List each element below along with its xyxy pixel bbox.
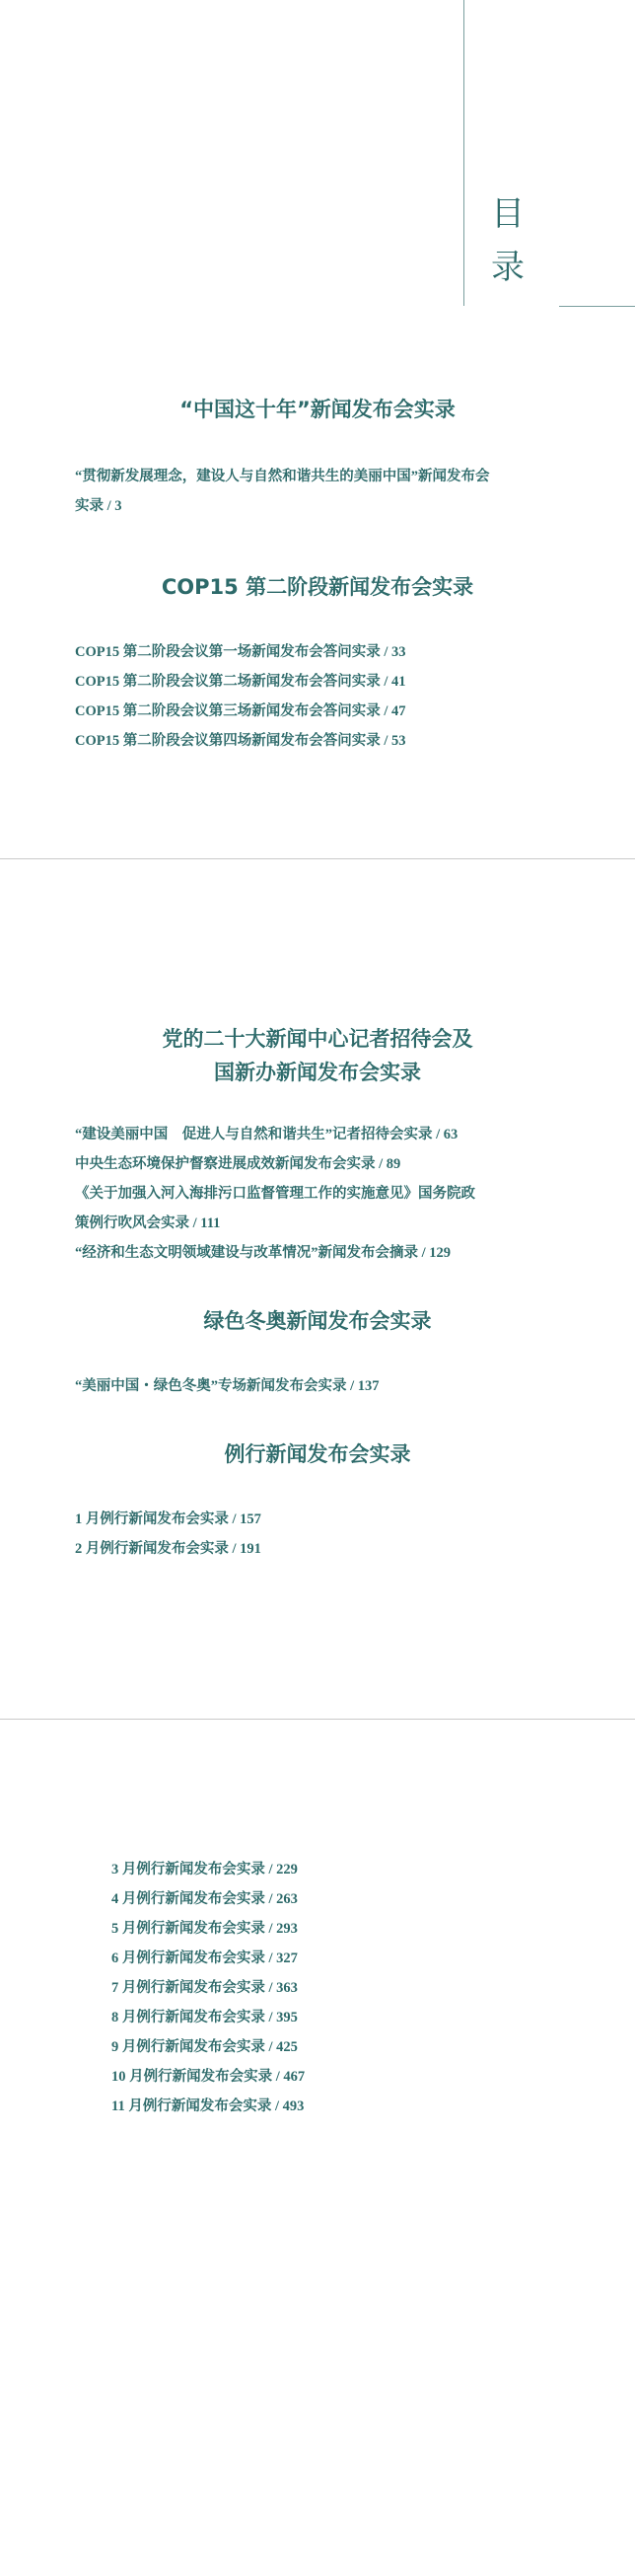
toc-entry[interactable]: 实录 / 3 [75,498,122,514]
toc-entry[interactable]: 5 月例行新闻发布会实录 / 293 [111,1921,298,1937]
toc-entry[interactable]: 2 月例行新闻发布会实录 / 191 [75,1541,261,1557]
toc-entry[interactable]: 9 月例行新闻发布会实录 / 425 [111,2039,298,2055]
toc-entry[interactable]: “美丽中国・绿色冬奥”专场新闻发布会实录 / 137 [75,1378,380,1394]
toc-entry[interactable]: 10 月例行新闻发布会实录 / 467 [111,2069,306,2085]
section-title-party-congress-line-1: 党的二十大新闻中心记者招待会及 [162,1027,473,1051]
toc-entry[interactable]: COP15 第二阶段会议第三场新闻发布会答问实录 / 47 [75,703,406,719]
toc-entry[interactable]: 《关于加强入河入海排污口监督管理工作的实施意见》国务院政 [75,1186,475,1202]
section-title-cop15: COP15 第二阶段新闻发布会实录 [161,575,474,599]
toc-entry[interactable]: COP15 第二阶段会议第一场新闻发布会答问实录 / 33 [75,644,406,660]
toc-entry[interactable]: 6 月例行新闻发布会实录 / 327 [111,1950,298,1966]
toc-entry[interactable]: 中央生态环境保护督察进展成效新闻发布会实录 / 89 [75,1156,401,1172]
toc-heading-char-2: 录 [491,248,525,287]
toc-page-1 [0,0,635,858]
toc-heading [491,187,525,294]
toc-entry[interactable]: COP15 第二阶段会议第四场新闻发布会答问实录 / 53 [75,733,406,749]
toc-entry[interactable]: 7 月例行新闻发布会实录 / 363 [111,1980,298,1996]
toc-entry[interactable]: “贯彻新发展理念，建设人与自然和谐共生的美丽中国”新闻发布会 [75,469,490,484]
toc-heading-char-1: 目 [491,194,525,234]
section-title-china-decade: “中国这十年”新闻发布会实录 [179,398,456,421]
toc-entry[interactable]: 3 月例行新闻发布会实录 / 229 [111,1862,298,1877]
toc-page-3 [0,1721,635,2576]
toc-page-2 [0,860,635,1719]
section-title-green-olympics: 绿色冬奥新闻发布会实录 [203,1309,432,1333]
decorative-vertical-rule [463,0,464,306]
toc-entry[interactable]: 1 月例行新闻发布会实录 / 157 [75,1511,261,1527]
toc-entry[interactable]: “建设美丽中国 促进人与自然和谐共生”记者招待会实录 / 63 [75,1127,459,1142]
toc-entry[interactable]: “经济和生态文明领域建设与改革情况”新闻发布会摘录 / 129 [75,1245,452,1261]
section-title-party-congress-line-2: 国新办新闻发布会实录 [214,1061,421,1084]
toc-entry[interactable]: 8 月例行新闻发布会实录 / 395 [111,2010,298,2025]
decorative-horizontal-rule [559,306,635,307]
toc-entry[interactable]: 11 月例行新闻发布会实录 / 493 [111,2098,305,2114]
page-separator [0,1719,635,1720]
page-separator [0,858,635,859]
toc-entry[interactable]: COP15 第二阶段会议第二场新闻发布会答问实录 / 41 [75,674,406,690]
toc-entry[interactable]: 策例行吹风会实录 / 111 [75,1215,221,1231]
toc-entry[interactable]: 4 月例行新闻发布会实录 / 263 [111,1891,298,1907]
section-title-regular-briefings: 例行新闻发布会实录 [224,1442,411,1466]
